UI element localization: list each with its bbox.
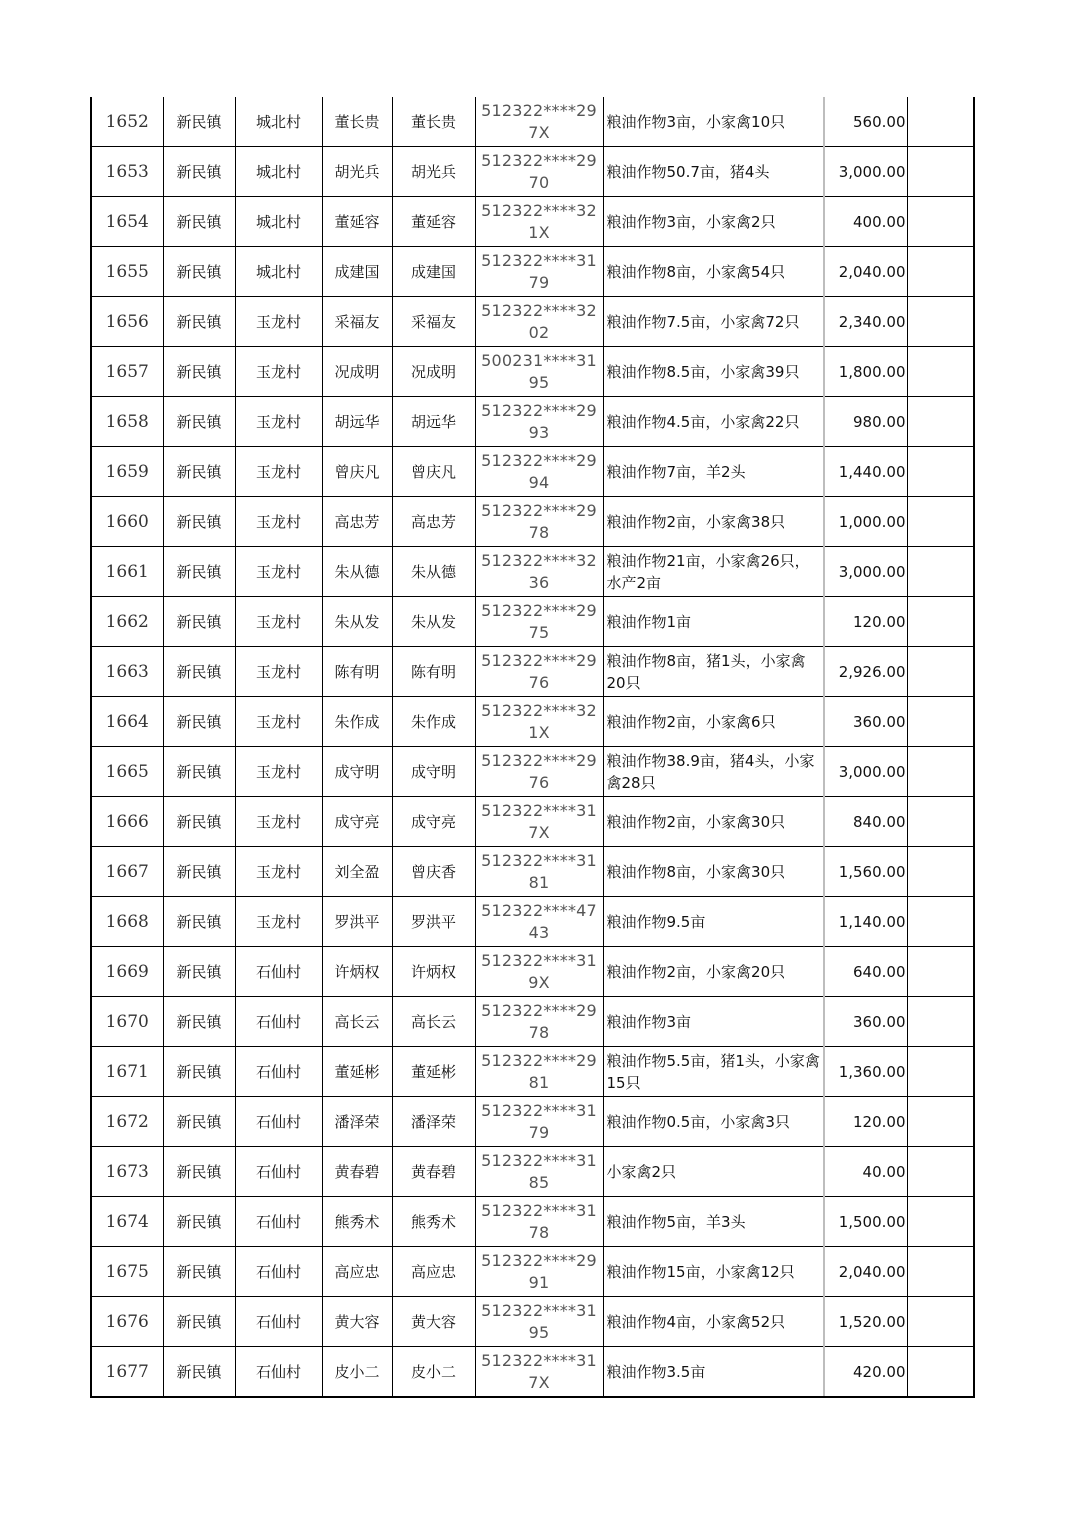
table-row: [91, 1047, 974, 1097]
town-cell: 新民镇: [163, 197, 235, 247]
subsidy-content-cell: 粮油作物7亩，羊2头: [603, 447, 824, 497]
subsidy-content-cell: 小家禽2只: [603, 1147, 824, 1197]
village-cell: 玉龙村: [235, 547, 322, 597]
village-cell: 玉龙村: [235, 697, 322, 747]
payee-cell: 董长贵: [392, 97, 475, 147]
payee-cell: 潘泽荣: [392, 1097, 475, 1147]
id-number-cell: 512322****2994: [475, 447, 603, 497]
name-cell: 黄大容: [322, 1297, 392, 1347]
id-number-cell: 512322****3178: [475, 1197, 603, 1247]
id-number-cell: 512322****3185: [475, 1147, 603, 1197]
town-cell: 新民镇: [163, 147, 235, 197]
name-cell: 熊秀术: [322, 1197, 392, 1247]
payee-cell: 皮小二: [392, 1347, 475, 1398]
name-cell: 采福友: [322, 297, 392, 347]
note-cell: [907, 347, 974, 397]
town-cell: 新民镇: [163, 1047, 235, 1097]
village-cell: 石仙村: [235, 997, 322, 1047]
table-row: [91, 497, 974, 547]
payee-cell: 朱从发: [392, 597, 475, 647]
village-cell: 石仙村: [235, 1347, 322, 1398]
town-cell: 新民镇: [163, 447, 235, 497]
row-number-cell: 1667: [91, 847, 163, 897]
table-row: [91, 397, 974, 447]
note-cell: [907, 1347, 974, 1398]
town-cell: 新民镇: [163, 697, 235, 747]
subsidy-content-cell: 粮油作物8亩，小家禽30只: [603, 847, 824, 897]
amount-cell: 1,000.00: [824, 497, 907, 547]
id-number-cell: 512322****3181: [475, 847, 603, 897]
id-number-cell: 512322****2975: [475, 597, 603, 647]
village-cell: 玉龙村: [235, 347, 322, 397]
name-cell: 许炳权: [322, 947, 392, 997]
row-number-cell: 1653: [91, 147, 163, 197]
id-number-cell: 512322****2976: [475, 647, 603, 697]
table-body: [91, 97, 974, 1397]
town-cell: 新民镇: [163, 547, 235, 597]
village-cell: 石仙村: [235, 1147, 322, 1197]
table-row: [91, 847, 974, 897]
row-number-cell: 1668: [91, 897, 163, 947]
amount-cell: 40.00: [824, 1147, 907, 1197]
note-cell: [907, 897, 974, 947]
name-cell: 胡光兵: [322, 147, 392, 197]
village-cell: 石仙村: [235, 1097, 322, 1147]
id-number-cell: 512322****2993: [475, 397, 603, 447]
row-number-cell: 1661: [91, 547, 163, 597]
subsidy-content-cell: 粮油作物38.9亩，猪4头，小家禽28只: [603, 747, 824, 797]
amount-cell: 840.00: [824, 797, 907, 847]
note-cell: [907, 447, 974, 497]
subsidy-content-cell: 粮油作物4亩，小家禽52只: [603, 1297, 824, 1347]
village-cell: 石仙村: [235, 1047, 322, 1097]
town-cell: 新民镇: [163, 1197, 235, 1247]
village-cell: 玉龙村: [235, 397, 322, 447]
row-number-cell: 1660: [91, 497, 163, 547]
town-cell: 新民镇: [163, 497, 235, 547]
id-number-cell: 512322****321X: [475, 697, 603, 747]
row-number-cell: 1662: [91, 597, 163, 647]
name-cell: 高长云: [322, 997, 392, 1047]
note-cell: [907, 697, 974, 747]
subsidy-content-cell: 粮油作物2亩，小家禽30只: [603, 797, 824, 847]
amount-cell: 640.00: [824, 947, 907, 997]
subsidy-table: [90, 97, 975, 1398]
subsidy-content-cell: 粮油作物3.5亩: [603, 1347, 824, 1398]
payee-cell: 采福友: [392, 297, 475, 347]
row-number-cell: 1666: [91, 797, 163, 847]
payee-cell: 曾庆香: [392, 847, 475, 897]
note-cell: [907, 1097, 974, 1147]
id-number-cell: 512322****3179: [475, 1097, 603, 1147]
name-cell: 朱从德: [322, 547, 392, 597]
id-number-cell: 512322****2991: [475, 1247, 603, 1297]
note-cell: [907, 97, 974, 147]
village-cell: 石仙村: [235, 947, 322, 997]
row-number-cell: 1663: [91, 647, 163, 697]
payee-cell: 胡光兵: [392, 147, 475, 197]
amount-cell: 3,000.00: [824, 747, 907, 797]
table-row: [91, 697, 974, 747]
town-cell: 新民镇: [163, 847, 235, 897]
amount-cell: 1,440.00: [824, 447, 907, 497]
note-cell: [907, 547, 974, 597]
id-number-cell: 512322****2976: [475, 747, 603, 797]
row-number-cell: 1658: [91, 397, 163, 447]
village-cell: 石仙村: [235, 1297, 322, 1347]
note-cell: [907, 647, 974, 697]
id-number-cell: 512322****4743: [475, 897, 603, 947]
payee-cell: 熊秀术: [392, 1197, 475, 1247]
id-number-cell: 512322****2970: [475, 147, 603, 197]
name-cell: 高忠芳: [322, 497, 392, 547]
note-cell: [907, 1247, 974, 1297]
amount-cell: 2,926.00: [824, 647, 907, 697]
row-number-cell: 1657: [91, 347, 163, 397]
note-cell: [907, 947, 974, 997]
payee-cell: 陈有明: [392, 647, 475, 697]
village-cell: 玉龙村: [235, 897, 322, 947]
village-cell: 城北村: [235, 197, 322, 247]
amount-cell: 360.00: [824, 697, 907, 747]
table-row: [91, 147, 974, 197]
note-cell: [907, 247, 974, 297]
table-row: [91, 747, 974, 797]
town-cell: 新民镇: [163, 597, 235, 647]
id-number-cell: 512322****3236: [475, 547, 603, 597]
note-cell: [907, 1147, 974, 1197]
town-cell: 新民镇: [163, 1347, 235, 1398]
village-cell: 石仙村: [235, 1197, 322, 1247]
name-cell: 陈有明: [322, 647, 392, 697]
amount-cell: 3,000.00: [824, 547, 907, 597]
village-cell: 玉龙村: [235, 597, 322, 647]
village-cell: 玉龙村: [235, 747, 322, 797]
id-number-cell: 512322****297X: [475, 97, 603, 147]
town-cell: 新民镇: [163, 797, 235, 847]
town-cell: 新民镇: [163, 747, 235, 797]
name-cell: 潘泽荣: [322, 1097, 392, 1147]
payee-cell: 胡远华: [392, 397, 475, 447]
village-cell: 城北村: [235, 147, 322, 197]
amount-cell: 120.00: [824, 1097, 907, 1147]
table-row: [91, 247, 974, 297]
row-number-cell: 1673: [91, 1147, 163, 1197]
payee-cell: 董延彬: [392, 1047, 475, 1097]
table-row: [91, 947, 974, 997]
row-number-cell: 1655: [91, 247, 163, 297]
town-cell: 新民镇: [163, 647, 235, 697]
name-cell: 高应忠: [322, 1247, 392, 1297]
note-cell: [907, 847, 974, 897]
note-cell: [907, 747, 974, 797]
subsidy-content-cell: 粮油作物9.5亩: [603, 897, 824, 947]
village-cell: 玉龙村: [235, 447, 322, 497]
name-cell: 董延彬: [322, 1047, 392, 1097]
amount-cell: 360.00: [824, 997, 907, 1047]
id-number-cell: 500231****3195: [475, 347, 603, 397]
payee-cell: 高忠芳: [392, 497, 475, 547]
table-row: [91, 1197, 974, 1247]
village-cell: 城北村: [235, 247, 322, 297]
row-number-cell: 1652: [91, 97, 163, 147]
amount-cell: 560.00: [824, 97, 907, 147]
row-number-cell: 1676: [91, 1297, 163, 1347]
name-cell: 成守亮: [322, 797, 392, 847]
table-row: [91, 647, 974, 697]
town-cell: 新民镇: [163, 947, 235, 997]
payee-cell: 黄春碧: [392, 1147, 475, 1197]
village-cell: 玉龙村: [235, 647, 322, 697]
village-cell: 石仙村: [235, 1247, 322, 1297]
name-cell: 胡远华: [322, 397, 392, 447]
village-cell: 玉龙村: [235, 797, 322, 847]
subsidy-content-cell: 粮油作物3亩: [603, 997, 824, 1047]
village-cell: 玉龙村: [235, 297, 322, 347]
id-number-cell: 512322****3195: [475, 1297, 603, 1347]
town-cell: 新民镇: [163, 1147, 235, 1197]
name-cell: 黄春碧: [322, 1147, 392, 1197]
name-cell: 朱从发: [322, 597, 392, 647]
note-cell: [907, 597, 974, 647]
table-row: [91, 1297, 974, 1347]
row-number-cell: 1669: [91, 947, 163, 997]
subsidy-content-cell: 粮油作物1亩: [603, 597, 824, 647]
id-number-cell: 512322****2978: [475, 997, 603, 1047]
subsidy-content-cell: 粮油作物2亩，小家禽38只: [603, 497, 824, 547]
row-number-cell: 1674: [91, 1197, 163, 1247]
subsidy-content-cell: 粮油作物2亩，小家禽6只: [603, 697, 824, 747]
subsidy-content-cell: 粮油作物8亩，小家禽54只: [603, 247, 824, 297]
note-cell: [907, 197, 974, 247]
subsidy-content-cell: 粮油作物3亩，小家禽10只: [603, 97, 824, 147]
id-number-cell: 512322****321X: [475, 197, 603, 247]
subsidy-content-cell: 粮油作物3亩，小家禽2只: [603, 197, 824, 247]
table-row: [91, 597, 974, 647]
note-cell: [907, 397, 974, 447]
id-number-cell: 512322****317X: [475, 1347, 603, 1398]
subsidy-content-cell: 粮油作物50.7亩，猪4头: [603, 147, 824, 197]
amount-cell: 420.00: [824, 1347, 907, 1398]
row-number-cell: 1672: [91, 1097, 163, 1147]
town-cell: 新民镇: [163, 897, 235, 947]
payee-cell: 成守明: [392, 747, 475, 797]
row-number-cell: 1670: [91, 997, 163, 1047]
payee-cell: 高长云: [392, 997, 475, 1047]
subsidy-content-cell: 粮油作物15亩，小家禽12只: [603, 1247, 824, 1297]
amount-cell: 3,000.00: [824, 147, 907, 197]
amount-cell: 400.00: [824, 197, 907, 247]
amount-cell: 2,340.00: [824, 297, 907, 347]
amount-cell: 2,040.00: [824, 247, 907, 297]
subsidy-content-cell: 粮油作物21亩，小家禽26只，水产2亩: [603, 547, 824, 597]
row-number-cell: 1671: [91, 1047, 163, 1097]
note-cell: [907, 1197, 974, 1247]
village-cell: 玉龙村: [235, 847, 322, 897]
row-number-cell: 1656: [91, 297, 163, 347]
table-row: [91, 1347, 974, 1398]
note-cell: [907, 997, 974, 1047]
table-row: [91, 97, 974, 147]
amount-cell: 1,140.00: [824, 897, 907, 947]
town-cell: 新民镇: [163, 1247, 235, 1297]
table-row: [91, 1247, 974, 1297]
amount-cell: 1,360.00: [824, 1047, 907, 1097]
subsidy-content-cell: 粮油作物5亩，羊3头: [603, 1197, 824, 1247]
name-cell: 曾庆凡: [322, 447, 392, 497]
town-cell: 新民镇: [163, 247, 235, 297]
table-row: [91, 997, 974, 1047]
note-cell: [907, 297, 974, 347]
subsidy-content-cell: 粮油作物8.5亩，小家禽39只: [603, 347, 824, 397]
name-cell: 董长贵: [322, 97, 392, 147]
town-cell: 新民镇: [163, 1097, 235, 1147]
table-row: [91, 197, 974, 247]
table-row: [91, 297, 974, 347]
row-number-cell: 1675: [91, 1247, 163, 1297]
id-number-cell: 512322****2978: [475, 497, 603, 547]
row-number-cell: 1665: [91, 747, 163, 797]
table-row: [91, 347, 974, 397]
town-cell: 新民镇: [163, 97, 235, 147]
name-cell: 朱作成: [322, 697, 392, 747]
name-cell: 成建国: [322, 247, 392, 297]
row-number-cell: 1654: [91, 197, 163, 247]
payee-cell: 黄大容: [392, 1297, 475, 1347]
id-number-cell: 512322****317X: [475, 797, 603, 847]
id-number-cell: 512322****2981: [475, 1047, 603, 1097]
subsidy-content-cell: 粮油作物7.5亩，小家禽72只: [603, 297, 824, 347]
subsidy-content-cell: 粮油作物5.5亩，猪1头，小家禽15只: [603, 1047, 824, 1097]
note-cell: [907, 147, 974, 197]
town-cell: 新民镇: [163, 1297, 235, 1347]
name-cell: 皮小二: [322, 1347, 392, 1398]
name-cell: 董延容: [322, 197, 392, 247]
note-cell: [907, 497, 974, 547]
subsidy-content-cell: 粮油作物0.5亩，小家禽3只: [603, 1097, 824, 1147]
payee-cell: 成守亮: [392, 797, 475, 847]
payee-cell: 朱从德: [392, 547, 475, 597]
payee-cell: 高应忠: [392, 1247, 475, 1297]
name-cell: 况成明: [322, 347, 392, 397]
village-cell: 玉龙村: [235, 497, 322, 547]
amount-cell: 1,500.00: [824, 1197, 907, 1247]
row-number-cell: 1659: [91, 447, 163, 497]
note-cell: [907, 1297, 974, 1347]
amount-cell: 980.00: [824, 397, 907, 447]
name-cell: 刘全盈: [322, 847, 392, 897]
table-row: [91, 547, 974, 597]
table-row: [91, 1097, 974, 1147]
subsidy-content-cell: 粮油作物2亩，小家禽20只: [603, 947, 824, 997]
payee-cell: 董延容: [392, 197, 475, 247]
payee-cell: 况成明: [392, 347, 475, 397]
subsidy-content-cell: 粮油作物8亩，猪1头，小家禽20只: [603, 647, 824, 697]
payee-cell: 曾庆凡: [392, 447, 475, 497]
table-row: [91, 1147, 974, 1197]
amount-cell: 1,520.00: [824, 1297, 907, 1347]
note-cell: [907, 797, 974, 847]
payee-cell: 罗洪平: [392, 897, 475, 947]
note-cell: [907, 1047, 974, 1097]
table-row: [91, 447, 974, 497]
town-cell: 新民镇: [163, 297, 235, 347]
id-number-cell: 512322****3179: [475, 247, 603, 297]
id-number-cell: 512322****319X: [475, 947, 603, 997]
table-row: [91, 797, 974, 847]
town-cell: 新民镇: [163, 397, 235, 447]
payee-cell: 许炳权: [392, 947, 475, 997]
village-cell: 城北村: [235, 97, 322, 147]
name-cell: 罗洪平: [322, 897, 392, 947]
id-number-cell: 512322****3202: [475, 297, 603, 347]
town-cell: 新民镇: [163, 997, 235, 1047]
table-row: [91, 897, 974, 947]
subsidy-content-cell: 粮油作物4.5亩，小家禽22只: [603, 397, 824, 447]
payee-cell: 朱作成: [392, 697, 475, 747]
town-cell: 新民镇: [163, 347, 235, 397]
amount-cell: 1,800.00: [824, 347, 907, 397]
row-number-cell: 1664: [91, 697, 163, 747]
row-number-cell: 1677: [91, 1347, 163, 1398]
amount-cell: 1,560.00: [824, 847, 907, 897]
name-cell: 成守明: [322, 747, 392, 797]
payee-cell: 成建国: [392, 247, 475, 297]
amount-cell: 2,040.00: [824, 1247, 907, 1297]
amount-cell: 120.00: [824, 597, 907, 647]
